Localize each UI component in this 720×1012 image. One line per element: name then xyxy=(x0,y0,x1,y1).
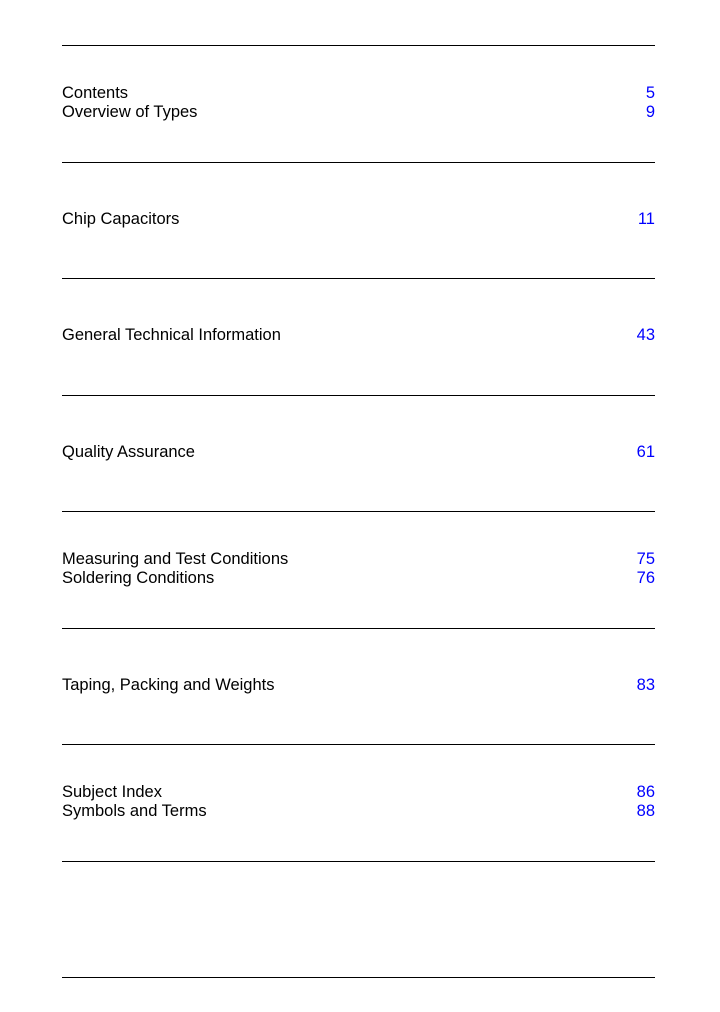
toc-entry xyxy=(62,84,655,103)
section-divider xyxy=(62,628,655,629)
toc-section xyxy=(62,676,655,695)
toc-section xyxy=(62,326,655,345)
toc-entry-page-link[interactable]: 88 xyxy=(636,801,655,820)
toc-entry-title: Symbols and Terms xyxy=(62,801,207,820)
toc-entry xyxy=(62,326,655,345)
toc-entry xyxy=(62,103,655,122)
toc-entry-title: Quality Assurance xyxy=(62,443,195,461)
toc-entry-page-link[interactable]: 43 xyxy=(636,326,655,344)
section-divider xyxy=(62,861,655,862)
toc-entry xyxy=(62,210,655,229)
toc-entry-title: General Technical Information xyxy=(62,326,281,344)
section-divider xyxy=(62,278,655,279)
toc-section xyxy=(62,783,655,820)
toc-entry xyxy=(62,443,655,462)
toc-entry-title: Soldering Conditions xyxy=(62,568,215,587)
toc-entry-page-link[interactable]: 9 xyxy=(645,102,655,121)
toc-entry-title: Chip Capacitors xyxy=(62,210,180,228)
toc-entry-page-link[interactable]: 5 xyxy=(645,84,655,102)
toc-entry xyxy=(62,569,655,588)
toc-entry-title: Taping, Packing and Weights xyxy=(62,676,275,694)
toc-entry-title: Overview of Types xyxy=(62,102,198,121)
toc-entry-page-link[interactable]: 76 xyxy=(636,568,655,587)
toc-entry xyxy=(62,783,655,802)
section-divider xyxy=(62,45,655,46)
toc-entry-page-link[interactable]: 75 xyxy=(636,550,655,568)
toc-entry xyxy=(62,676,655,695)
toc-entry-page-link[interactable]: 11 xyxy=(637,210,655,228)
section-divider xyxy=(62,395,655,396)
section-divider xyxy=(62,977,655,978)
toc-entry xyxy=(62,802,655,821)
toc-entry-title: Measuring and Test Conditions xyxy=(62,550,289,568)
toc-entry-title: Subject Index xyxy=(62,783,162,801)
toc-section xyxy=(62,84,655,121)
toc-entry-page-link[interactable]: 61 xyxy=(636,443,655,461)
toc-section xyxy=(62,550,655,587)
toc-entry xyxy=(62,550,655,569)
toc-section xyxy=(62,210,655,229)
toc-entry-page-link[interactable]: 83 xyxy=(636,676,655,694)
toc-entry-title: Contents xyxy=(62,84,129,102)
section-divider xyxy=(62,744,655,745)
toc-section xyxy=(62,443,655,462)
section-divider xyxy=(62,511,655,512)
section-divider xyxy=(62,162,655,163)
toc-entry-page-link[interactable]: 86 xyxy=(636,783,655,801)
